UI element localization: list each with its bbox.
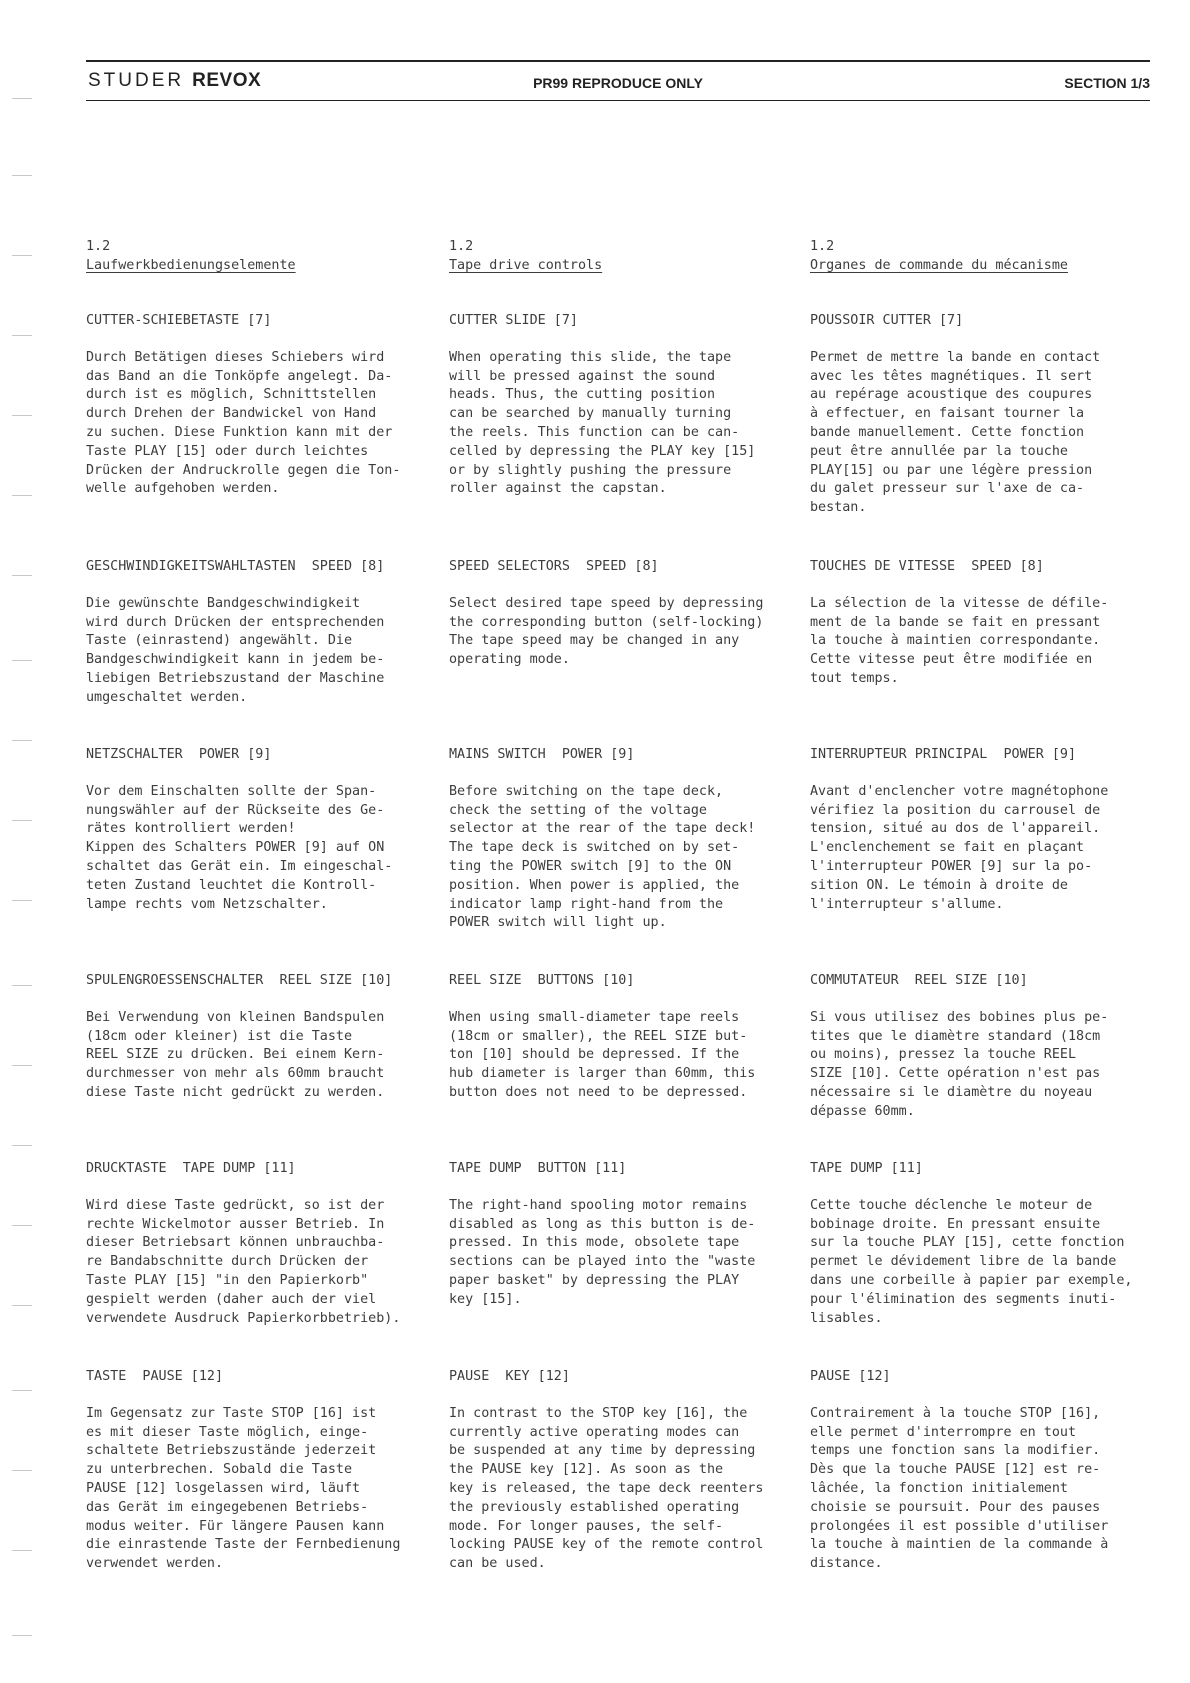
- entry-power: [86, 746, 426, 914]
- entry-body: Contrairement à la touche STOP [16], elle permet d'interrompre en tout temps une fonction sans la modifier. Dès que la touche PAUSE [12] est re- lâchée, la fonction initialement choisie se poursuit. Pour des pauses prolongées il est possible d'utiliser la touche à maintien de la commande à distance.: [810, 1405, 1109, 1572]
- entry-body: Bei Verwendung von kleinen Bandspulen (18cm oder kleiner) ist die Taste REEL SIZE zu drücken. Bei einem Kern- durchmesser von mehr als 60mm braucht diese Taste nicht gedrückt zu werden.: [86, 1009, 385, 1100]
- column-english: [449, 238, 789, 1572]
- entry-body: La sélection de la vitesse de défile- ment de la bande se fait en pressant la touche à maintien correspondante. Cette vitesse peut être modifiée en tout temps.: [810, 595, 1109, 686]
- entry-tape-dump: [86, 1160, 426, 1328]
- entry-body: Wird diese Taste gedrückt, so ist der rechte Wickelmotor ausser Betrieb. In dieser Betriebsart können unbrauchba- re Bandabschnitte durch Drücken der Taste PLAY [15] "in den Papierkorb" gespielt werden (daher auch der viel verwendete Ausdruck Papierkorbbetrieb).: [86, 1197, 401, 1326]
- entry-body: The right-hand spooling motor remains disabled as long as this button is de- pressed. In this mode, obsolete tape sections can be played into the "waste paper basket" by depressing the PLAY key [15].: [449, 1197, 756, 1307]
- section-label: SECTION 1/3: [1064, 75, 1150, 91]
- entry-heading: PAUSE KEY [12]: [449, 1369, 570, 1384]
- entry-body: Vor dem Einschalten sollte der Span- nungswähler auf der Rückseite des Ge- rätes kontrolliert werden! Kippen des Schalters POWER [9] auf ON schaltet das Gerät ein. Im eingeschal- teten Zustand leuchtet die Kontroll- lampe rechts vom Netzschalter.: [86, 783, 393, 912]
- entry-heading: PAUSE [12]: [810, 1369, 891, 1384]
- margin-tick: [12, 175, 32, 176]
- entry-reel-size: [449, 972, 789, 1103]
- margin-tick: [12, 575, 32, 576]
- entry-body: Avant d'enclencher votre magnétophone vérifiez la position du carrousel de tension, situé au dos de l'appareil. L'enclenchement se fait en plaçant l'interrupteur POWER [9] sur la po- sition ON. Le témoin à droite de l'interrupteur s'allume.: [810, 783, 1109, 912]
- entry-reel-size: [86, 972, 426, 1103]
- entry-body: When operating this slide, the tape will be pressed against the sound heads. Thus, the cutting position can be searched by manually turning the reels. This function can be can- celled by depressing the PLAY key [15] or by slightly pushing the pressure roller against the capstan.: [449, 349, 756, 497]
- entry-power: [810, 746, 1150, 914]
- entry-reel-size: [810, 972, 1150, 1122]
- section-number: 1.2: [810, 239, 835, 254]
- margin-tick: [12, 1470, 32, 1471]
- entry-heading: POUSSOIR CUTTER [7]: [810, 313, 964, 328]
- margin-tick: [12, 820, 32, 821]
- entry-body: When using small-diameter tape reels (18cm or smaller), the REEL SIZE but- ton [10] should be depressed. If the hub diameter is larger than 60mm, this button does not need to be depressed.: [449, 1009, 756, 1100]
- entry-body: Die gewünschte Bandgeschwindigkeit wird durch Drücken der entsprechenden Taste (einrastend) angewählt. Die Bandgeschwindigkeit kann in jedem be- liebigen Betriebszustand der Maschine umgeschaltet werden.: [86, 595, 385, 705]
- margin-tick: [12, 1145, 32, 1146]
- margin-tick: [12, 415, 32, 416]
- entry-heading: GESCHWINDIGKEITSWAHLTASTEN SPEED [8]: [86, 559, 385, 574]
- margin-tick: [12, 1305, 32, 1306]
- entry-heading: INTERRUPTEUR PRINCIPAL POWER [9]: [810, 747, 1077, 762]
- margin-tick: [12, 1635, 32, 1636]
- entry-tape-dump: [810, 1160, 1150, 1328]
- entry-power: [449, 746, 789, 933]
- margin-tick: [12, 985, 32, 986]
- section-number: 1.2: [86, 239, 111, 254]
- entry-heading: REEL SIZE BUTTONS [10]: [449, 973, 635, 988]
- margin-tick: [12, 1225, 32, 1226]
- entry-heading: CUTTER SLIDE [7]: [449, 313, 578, 328]
- entry-speed: [810, 558, 1150, 689]
- entry-heading: TASTE PAUSE [12]: [86, 1369, 224, 1384]
- margin-tick: [12, 255, 32, 256]
- margin-tick: [12, 98, 32, 99]
- section-title: Tape drive controls: [449, 257, 603, 273]
- entry-speed: [449, 558, 789, 670]
- brand-revox: REVOX: [192, 70, 262, 91]
- margin-tick: [12, 660, 32, 661]
- entry-body: Durch Betätigen dieses Schiebers wird das Band an die Tonköpfe angelegt. Da- durch ist es möglich, Schnittstellen durch Drehen der Bandwickel von Hand zu suchen. Diese Funktion kann mit der Taste PLAY [15] oder durch leichtes Drücken der Andruckrolle gegen die Ton- welle aufgehoben werden.: [86, 349, 401, 497]
- entry-heading: SPULENGROESSENSCHALTER REEL SIZE [10]: [86, 973, 393, 988]
- entry-pause: [810, 1368, 1150, 1574]
- entry-heading: TAPE DUMP [11]: [810, 1161, 923, 1176]
- entry-heading: SPEED SELECTORS SPEED [8]: [449, 559, 659, 574]
- entry-heading: CUTTER-SCHIEBETASTE [7]: [86, 313, 272, 328]
- entry-heading: TAPE DUMP BUTTON [11]: [449, 1161, 627, 1176]
- document-title: PR99 REPRODUCE ONLY: [533, 75, 703, 91]
- entry-heading: DRUCKTASTE TAPE DUMP [11]: [86, 1161, 296, 1176]
- entry-tape-dump: [449, 1160, 789, 1310]
- entry-speed: [86, 558, 426, 708]
- column-german: [86, 238, 426, 1572]
- entry-body: Before switching on the tape deck, check the setting of the voltage selector at the rear of the tape deck! The tape deck is switched on by set- ting the POWER switch [9] to the ON position. When power is applied, the indicator lamp right-hand from the POWER switch will light up.: [449, 783, 756, 931]
- punch-margin: [0, 0, 40, 1683]
- entry-body: Si vous utilisez des bobines plus pe- tites que le diamètre standard (18cm ou moins), pressez la touche REEL SIZE [10]. Cette opération n'est pas nécessaire si le diamètre du noyeau dépasse 60mm.: [810, 1009, 1109, 1119]
- margin-tick: [12, 900, 32, 901]
- margin-tick: [12, 1550, 32, 1551]
- entry-body: In contrast to the STOP key [16], the currently active operating modes can be suspended at any time by depressing the PAUSE key [12]. As soon as the key is released, the tape deck reenters the previously established operating mode. For longer pauses, the self- locking PAUSE key of the remote control can be used.: [449, 1405, 764, 1572]
- entry-body: Cette touche déclenche le moteur de bobinage droite. En pressant ensuite sur la touche PLAY [15], cette fonction permet le dévidement libre de la bande dans une corbeille à papier par exemple, pour l'élimination des segments inuti- lisables.: [810, 1197, 1133, 1326]
- entry-body: Im Gegensatz zur Taste STOP [16] ist es mit dieser Taste möglich, einge- schaltete Betriebszustände jederzeit zu unterbrechen. Sobald die Taste PAUSE [12] losgelassen wird, läuft das Gerät im eingegebenen Betriebs- modus weiter. Für längere Pausen kann die einrastende Taste der Fernbedienung verwendet werden.: [86, 1405, 401, 1572]
- entry-cutter: [449, 312, 789, 499]
- entry-body: Select desired tape speed by depressing the corresponding button (self-locking) The tape speed may be changed in any operating mode.: [449, 595, 764, 668]
- margin-tick: [12, 495, 32, 496]
- entry-cutter: [810, 312, 1150, 518]
- section-title: Organes de commande du mécanisme: [810, 257, 1068, 273]
- entry-heading: COMMUTATEUR REEL SIZE [10]: [810, 973, 1028, 988]
- entry-cutter: [86, 312, 426, 499]
- section-number: 1.2: [449, 239, 474, 254]
- entry-heading: MAINS SWITCH POWER [9]: [449, 747, 635, 762]
- entry-pause: [449, 1368, 789, 1574]
- margin-tick: [12, 1390, 32, 1391]
- brand-studer: STUDER: [88, 70, 185, 91]
- entry-heading: TOUCHES DE VITESSE SPEED [8]: [810, 559, 1044, 574]
- entry-body: Permet de mettre la bande en contact avec les têtes magnétiques. Il sert au repérage acoustique des coupures à effectuer, en faisant tourner la bande manuellement. Cette fonction peut être annullée par la touche PLAY[15] ou par une légère pression du galet presseur sur l'axe de ca- bestan.: [810, 349, 1101, 516]
- entry-pause: [86, 1368, 426, 1574]
- margin-tick: [12, 1065, 32, 1066]
- column-french: [810, 238, 1150, 1572]
- margin-tick: [12, 740, 32, 741]
- margin-tick: [12, 335, 32, 336]
- section-title: Laufwerkbedienungselemente: [86, 257, 296, 273]
- page-header: [86, 60, 1150, 101]
- entry-heading: NETZSCHALTER POWER [9]: [86, 747, 272, 762]
